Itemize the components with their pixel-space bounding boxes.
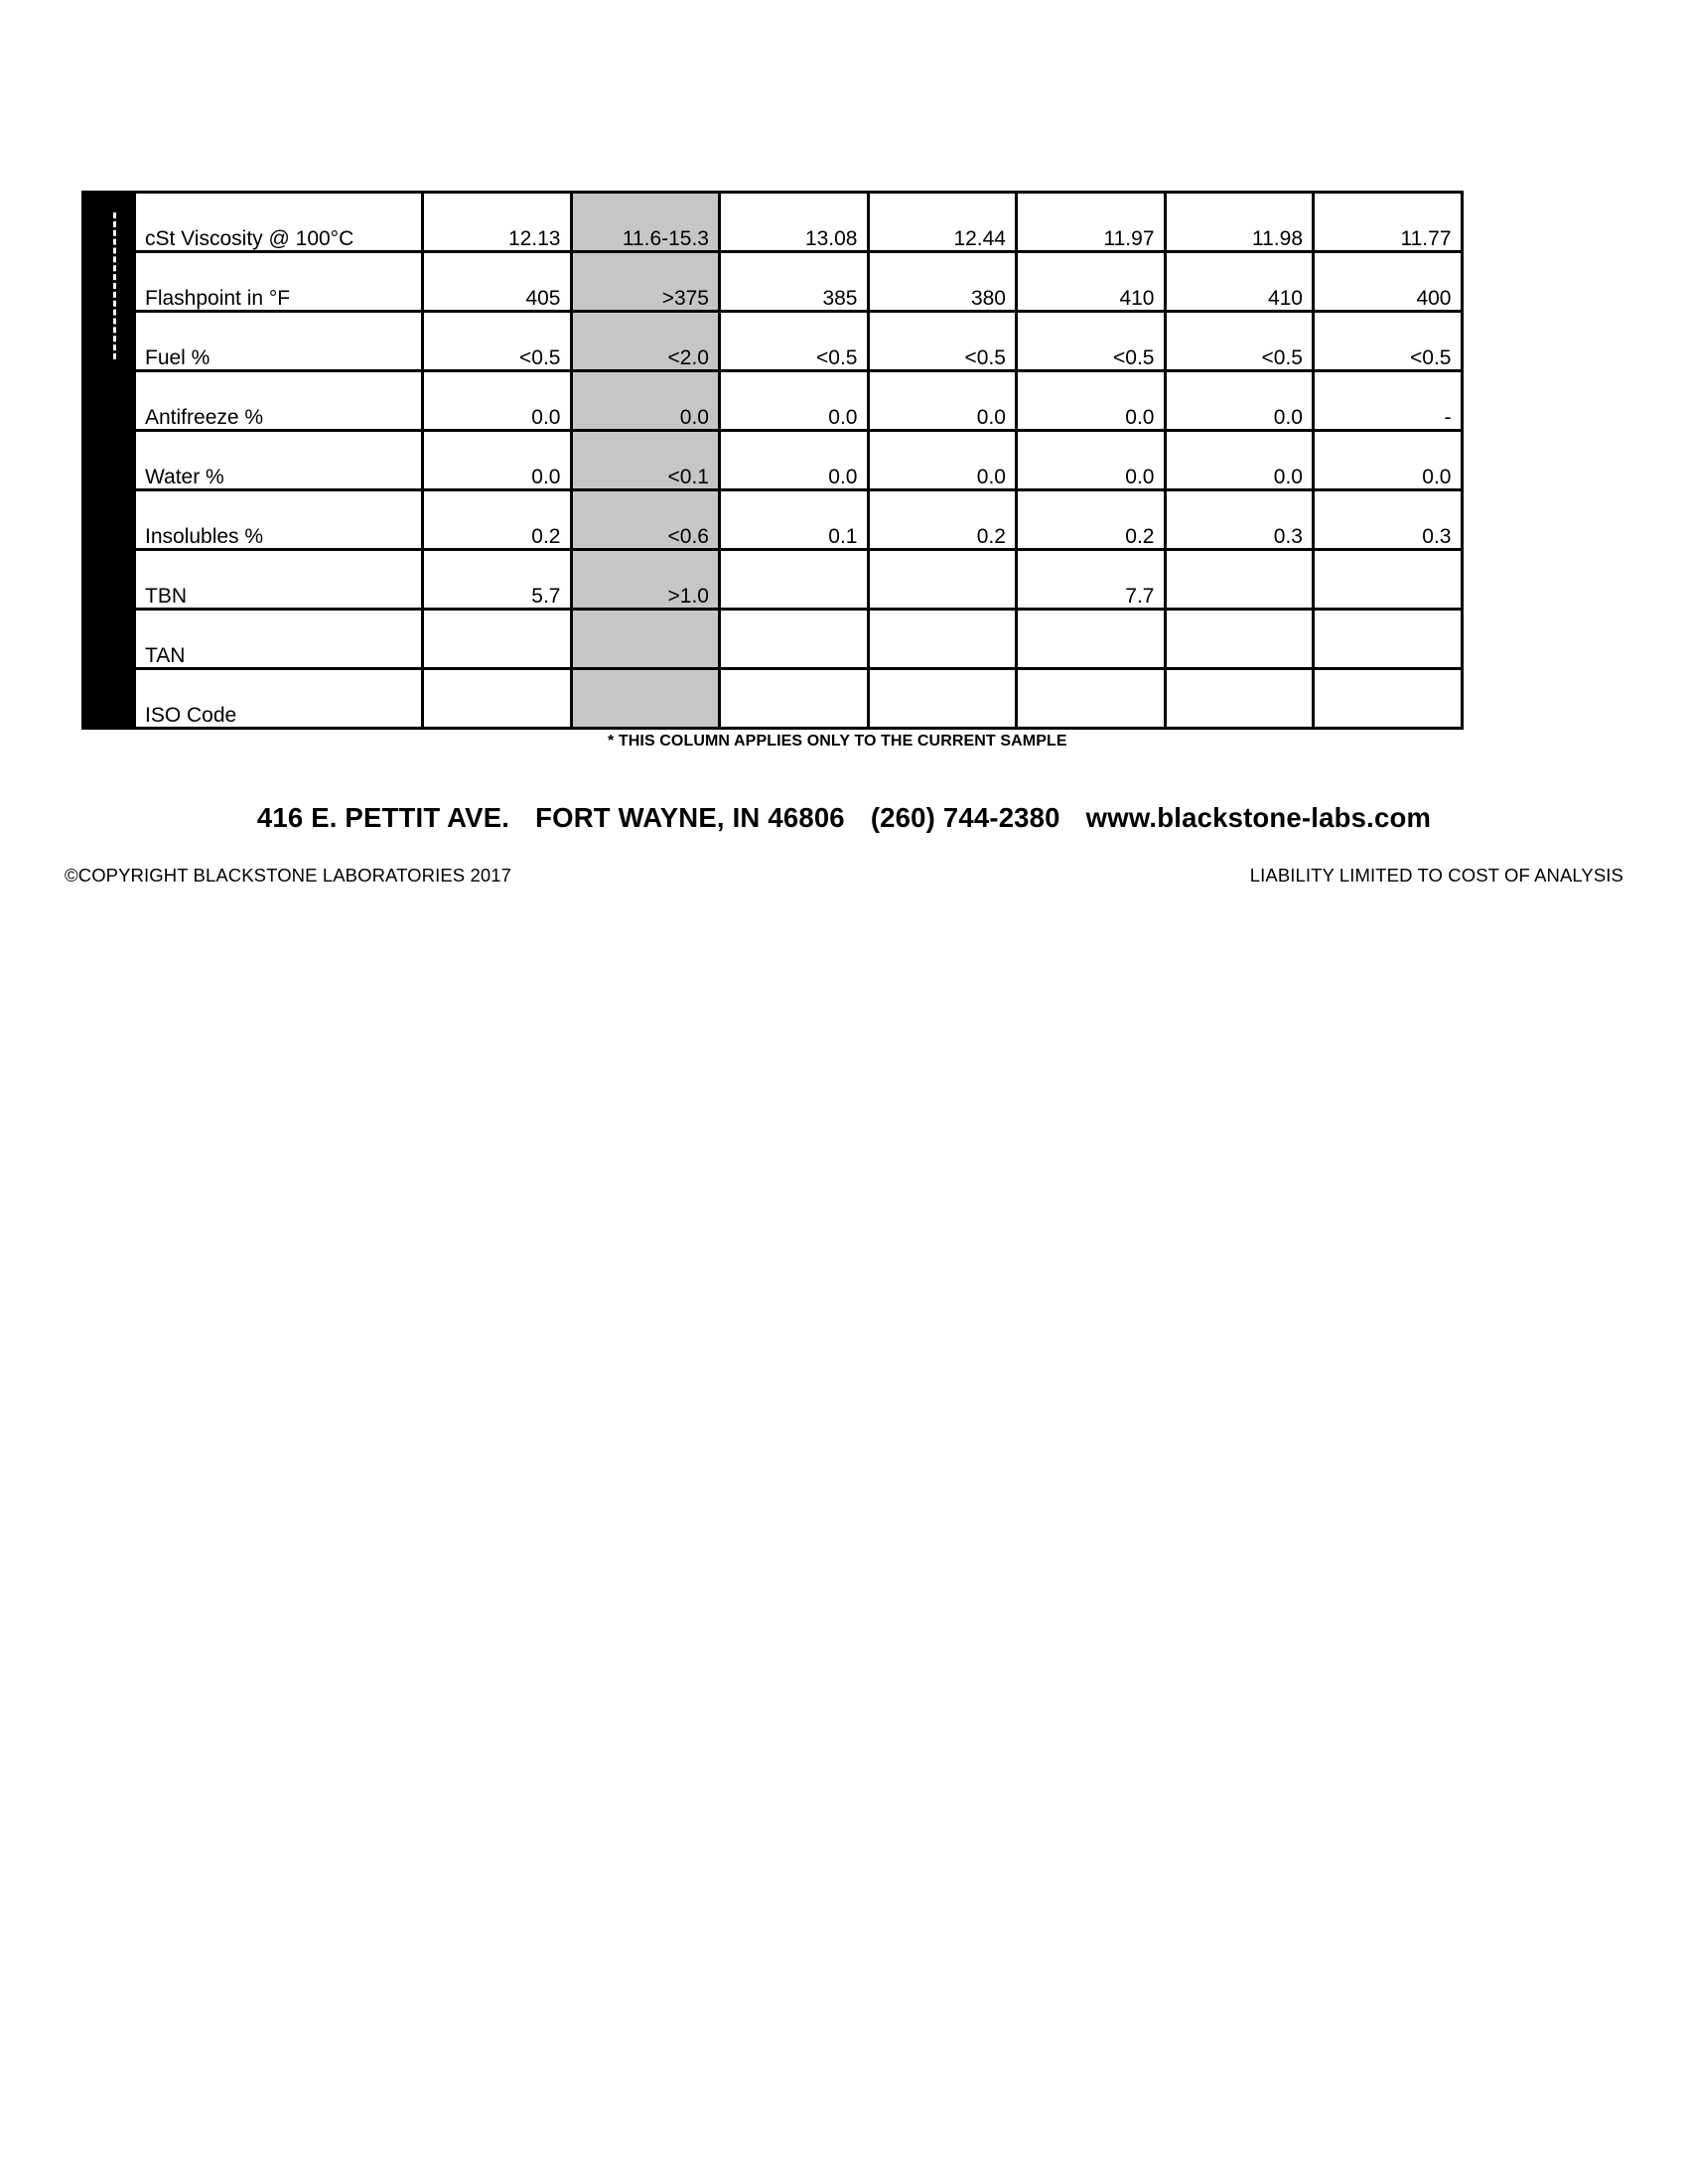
cell-insolubles-c6: 0.3: [1165, 490, 1314, 550]
cell-antifreeze-universal-avg: 0.0: [571, 371, 720, 431]
cell-water-c4: 0.0: [868, 431, 1017, 490]
row-label-insolubles: Insolubles %: [135, 490, 423, 550]
cell-flashpoint-c4: 380: [868, 252, 1017, 312]
row-label-iso-code: ISO Code: [135, 669, 423, 729]
cell-tbn-c1: 5.7: [423, 550, 572, 610]
cell-fuel-c7: <0.5: [1314, 312, 1463, 371]
cell-viscosity-c1: 12.13: [423, 193, 572, 252]
cell-antifreeze-c6: 0.0: [1165, 371, 1314, 431]
row-label-water: Water %: [135, 431, 423, 490]
row-label-fuel: Fuel %: [135, 312, 423, 371]
cell-tbn-c7: [1314, 550, 1463, 610]
cell-water-c5: 0.0: [1017, 431, 1166, 490]
cell-insolubles-universal-avg: <0.6: [571, 490, 720, 550]
cell-viscosity-universal-avg: 11.6-15.3: [571, 193, 720, 252]
row-label-antifreeze: Antifreeze %: [135, 371, 423, 431]
cell-iso-code-c5: [1017, 669, 1166, 729]
cell-tan-c1: [423, 610, 572, 669]
cell-antifreeze-c3: 0.0: [720, 371, 869, 431]
liability-notice: LIABILITY LIMITED TO COST OF ANALYSIS: [1249, 865, 1623, 886]
row-label-tbn: TBN: [135, 550, 423, 610]
cell-iso-code-c3: [720, 669, 869, 729]
cell-fuel-c3: <0.5: [720, 312, 869, 371]
cell-antifreeze-c4: 0.0: [868, 371, 1017, 431]
cell-insolubles-c4: 0.2: [868, 490, 1017, 550]
cell-water-c6: 0.0: [1165, 431, 1314, 490]
oil-analysis-table: [133, 191, 1464, 730]
cell-iso-code-universal-avg: [571, 669, 720, 729]
cell-water-c7: 0.0: [1314, 431, 1463, 490]
cell-tbn-c5: 7.7: [1017, 550, 1166, 610]
table-row: [135, 193, 1463, 252]
dashed-tick-marks-icon: [113, 212, 116, 359]
cell-flashpoint-universal-avg: >375: [571, 252, 720, 312]
cell-fuel-c5: <0.5: [1017, 312, 1166, 371]
address-street: 416 E. PETTIT AVE.: [256, 802, 510, 833]
footnote-row: [81, 730, 1461, 757]
cell-viscosity-c4: 12.44: [868, 193, 1017, 252]
table-row: [135, 550, 1463, 610]
cell-tbn-c3: [720, 550, 869, 610]
cell-flashpoint-c1: 405: [423, 252, 572, 312]
cell-fuel-c1: <0.5: [423, 312, 572, 371]
cell-tbn-c4: [868, 550, 1017, 610]
table-wrap: [81, 191, 1461, 730]
row-label-viscosity: cSt Viscosity @ 100°C: [135, 193, 423, 252]
cell-antifreeze-c1: 0.0: [423, 371, 572, 431]
cell-iso-code-c7: [1314, 669, 1463, 729]
cell-viscosity-c3: 13.08: [720, 193, 869, 252]
cell-flashpoint-c7: 400: [1314, 252, 1463, 312]
cell-flashpoint-c5: 410: [1017, 252, 1166, 312]
cell-water-c3: 0.0: [720, 431, 869, 490]
cell-tan-universal-avg: [571, 610, 720, 669]
cell-insolubles-c7: 0.3: [1314, 490, 1463, 550]
cell-flashpoint-c3: 385: [720, 252, 869, 312]
current-sample-footnote: * THIS COLUMN APPLIES ONLY TO THE CURRENT SAMPLE: [608, 733, 1067, 750]
cell-fuel-universal-avg: <2.0: [571, 312, 720, 371]
cell-iso-code-c4: [868, 669, 1017, 729]
company-contact-line: [0, 802, 1688, 834]
cell-viscosity-c7: 11.77: [1314, 193, 1463, 252]
website-link[interactable]: www.blackstone-labs.com: [1085, 802, 1432, 833]
table-row: [135, 371, 1463, 431]
address-city-state-zip: FORT WAYNE, IN 46806: [535, 802, 845, 833]
copyright-notice: ©COPYRIGHT BLACKSTONE LABORATORIES 2017: [65, 865, 512, 886]
cell-viscosity-c5: 11.97: [1017, 193, 1166, 252]
cell-tan-c5: [1017, 610, 1166, 669]
left-black-spine: [81, 191, 133, 730]
cell-tan-c6: [1165, 610, 1314, 669]
cell-flashpoint-c6: 410: [1165, 252, 1314, 312]
table-row: [135, 610, 1463, 669]
cell-fuel-c4: <0.5: [868, 312, 1017, 371]
phone-number: (260) 744-2380: [870, 802, 1060, 833]
cell-tan-c3: [720, 610, 869, 669]
cell-fuel-c6: <0.5: [1165, 312, 1314, 371]
cell-antifreeze-c5: 0.0: [1017, 371, 1166, 431]
cell-viscosity-c6: 11.98: [1165, 193, 1314, 252]
oil-analysis-table-block: [81, 191, 1461, 757]
cell-insolubles-c1: 0.2: [423, 490, 572, 550]
cell-insolubles-c3: 0.1: [720, 490, 869, 550]
cell-water-universal-avg: <0.1: [571, 431, 720, 490]
table-row: [135, 490, 1463, 550]
legal-footer-row: [65, 865, 1623, 887]
cell-water-c1: 0.0: [423, 431, 572, 490]
cell-iso-code-c6: [1165, 669, 1314, 729]
row-label-flashpoint: Flashpoint in °F: [135, 252, 423, 312]
cell-tan-c7: [1314, 610, 1463, 669]
cell-insolubles-c5: 0.2: [1017, 490, 1166, 550]
table-row: [135, 431, 1463, 490]
cell-antifreeze-c7: -: [1314, 371, 1463, 431]
row-label-tan: TAN: [135, 610, 423, 669]
table-row: [135, 669, 1463, 729]
cell-tan-c4: [868, 610, 1017, 669]
table-row: [135, 252, 1463, 312]
cell-iso-code-c1: [423, 669, 572, 729]
cell-tbn-universal-avg: >1.0: [571, 550, 720, 610]
cell-tbn-c6: [1165, 550, 1314, 610]
table-row: [135, 312, 1463, 371]
